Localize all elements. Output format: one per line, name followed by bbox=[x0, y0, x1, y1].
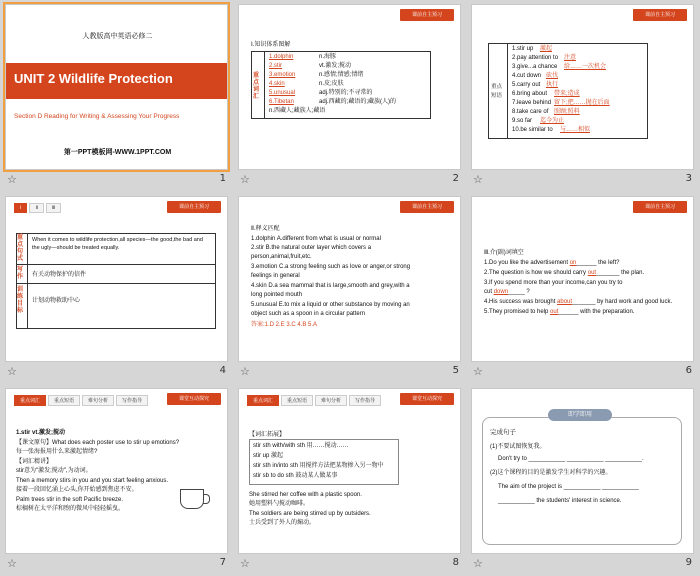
phrase: 3.give...a chance bbox=[512, 64, 558, 70]
section-tag: 课前自主预习 bbox=[633, 9, 687, 21]
text-line: Palm trees stir in the soft Pacific breeze. bbox=[16, 497, 124, 503]
match-line: long pointed mouth bbox=[251, 292, 303, 298]
slide-footer bbox=[238, 556, 461, 572]
expansion-line: stir sb to do sth 鼓动某人做某事 bbox=[253, 473, 338, 479]
slide-thumbnail-3[interactable] bbox=[466, 0, 699, 192]
word-entry: 1.stir vt.激发;搅动 bbox=[16, 430, 66, 436]
fill-line: 5.They promised to help out______ with the preparation. bbox=[484, 309, 635, 315]
section-tag: 课堂互动探究 bbox=[167, 393, 221, 405]
star-icon[interactable]: ☆ bbox=[7, 173, 17, 186]
exercise-line: Don't try to ___________ ___________ ___________. bbox=[498, 456, 644, 462]
phrase: 10.be similar to bbox=[512, 127, 553, 133]
slide-footer bbox=[5, 172, 228, 188]
fill-line: 4.His success was brought about_______ by hard work and good luck. bbox=[484, 299, 673, 305]
text-line: 每一张海报用什么来激起情绪? bbox=[16, 449, 98, 455]
slide-thumbnail-7[interactable] bbox=[0, 384, 233, 576]
slide-preview[interactable] bbox=[238, 196, 461, 362]
tab-writing-guide[interactable]: 写作指导 bbox=[349, 395, 381, 406]
phrase-side-label: 重点短语 bbox=[491, 84, 503, 99]
phrase: 9.so far bbox=[512, 118, 533, 124]
section-tag: 课堂互动探究 bbox=[400, 393, 454, 405]
vocab-word: 6.Tibetan bbox=[269, 99, 294, 105]
phrase: 7.leave behind bbox=[512, 100, 552, 106]
unit-title: UNIT 2 Wildlife Protection bbox=[14, 71, 173, 86]
slide-number: 7 bbox=[219, 557, 226, 568]
vocab-meaning: adj.特别的;不寻常的 bbox=[319, 90, 373, 96]
slide-thumbnail-1[interactable] bbox=[0, 0, 233, 192]
slide-number: 5 bbox=[452, 365, 459, 376]
vocab-meaning: adj.西藏的;藏语的;藏族(人)的 bbox=[319, 99, 397, 105]
slide-number: 9 bbox=[685, 557, 692, 568]
tab-3[interactable]: Ⅲ bbox=[46, 203, 61, 213]
slide-number: 8 bbox=[452, 557, 459, 568]
star-icon[interactable]: ☆ bbox=[473, 173, 483, 186]
match-line: 2.stir B.the natural outer layer which covers a bbox=[251, 245, 372, 251]
slide-preview[interactable] bbox=[5, 4, 228, 170]
fill-line: 1.Do you like the advertisement on______ the left? bbox=[484, 260, 620, 266]
star-icon[interactable]: ☆ bbox=[473, 557, 483, 570]
exercise-line: (1)不要试图恢复我。 bbox=[490, 444, 546, 450]
row-label: 训练目标 bbox=[17, 287, 24, 314]
exercise-line: (2)这个课程的目的是激发学生对科学的兴趣。 bbox=[490, 470, 612, 476]
star-icon[interactable]: ☆ bbox=[7, 365, 17, 378]
vocab-meaning: vt.激发;搅动 bbox=[319, 63, 352, 69]
slide-footer bbox=[5, 556, 228, 572]
phrase: 1.stir up bbox=[512, 46, 534, 52]
phrase-meaning: 迄今为止 bbox=[540, 118, 565, 124]
fill-line: cut down_____ ? bbox=[484, 289, 530, 295]
section-title: Section D Reading for Writing & Assessing Your Progress bbox=[14, 113, 180, 120]
match-line: feelings in general bbox=[251, 273, 300, 279]
vocab-word: 1.dolphin bbox=[269, 54, 294, 60]
slide-heading: Ⅰ.知识体系图解 bbox=[251, 42, 291, 48]
expansion-line: stir up 激起 bbox=[253, 453, 284, 459]
vocab-meaning: n.感情;情感;情绪 bbox=[319, 72, 364, 78]
example-line: The soldiers are being stirred up by outsiders. bbox=[249, 511, 371, 517]
slide-number: 6 bbox=[685, 365, 692, 376]
phrase-meaning: 留下;把……抛在后面 bbox=[554, 100, 610, 106]
fill-line: 2.The question is how we should carry out_______ the plan. bbox=[484, 270, 645, 276]
phrase-meaning: 注意 bbox=[564, 55, 577, 61]
slide-heading: 完成句子 bbox=[490, 429, 516, 436]
star-icon[interactable]: ☆ bbox=[240, 365, 250, 378]
phrase-meaning: 给……一次机会 bbox=[564, 64, 607, 70]
section-tag: 课前自主预习 bbox=[633, 201, 687, 213]
expansion-line: stir sth with/with sth 用……搅动…… bbox=[253, 443, 349, 449]
slide-thumbnail-6[interactable] bbox=[466, 192, 699, 384]
tab-writing-guide[interactable]: 写作指导 bbox=[116, 395, 148, 406]
phrase-meaning: 激起 bbox=[540, 46, 553, 52]
phrase: 6.bring about bbox=[512, 91, 548, 97]
exercise-line: The aim of the project is ___________ ___________ bbox=[498, 484, 639, 490]
slide-thumbnail-4[interactable] bbox=[0, 192, 233, 384]
tab-1[interactable]: Ⅰ bbox=[14, 203, 27, 213]
row-label: 重点句式 bbox=[17, 235, 24, 262]
match-line: 1.dolphin A.different from what is usual or normal bbox=[251, 236, 381, 242]
star-icon[interactable]: ☆ bbox=[240, 557, 250, 570]
phrase-meaning: 带来;造成 bbox=[554, 91, 580, 97]
slide-thumbnail-9[interactable] bbox=[466, 384, 699, 576]
writing-goal: 计划动物救助中心 bbox=[32, 298, 81, 304]
vocab-meaning: n.皮;皮肤 bbox=[319, 81, 344, 87]
slide-number: 2 bbox=[452, 173, 459, 184]
key-sentence: When it comes to wildlife protection,all species—the good,the bad and the ugly—should be treated equally. bbox=[32, 237, 203, 251]
phrase-meaning: 执行 bbox=[546, 82, 559, 88]
star-icon[interactable]: ☆ bbox=[240, 173, 250, 186]
tab-strip bbox=[14, 395, 148, 406]
slide-preview[interactable] bbox=[471, 4, 694, 170]
match-line: 4.skin D.a sea mammal that is large,smooth and grey,with a bbox=[251, 283, 410, 289]
vocab-word: 5.unusual bbox=[269, 90, 296, 96]
slide-preview[interactable] bbox=[5, 196, 228, 362]
slide-preview[interactable] bbox=[238, 4, 461, 170]
match-line: object such as a spoon in a circular pattern bbox=[251, 311, 366, 317]
coffee-cup-icon bbox=[180, 489, 204, 509]
match-line: 3.emotion C.a strong feeling such as love or anger,or strong bbox=[251, 264, 411, 270]
slide-number: 4 bbox=[219, 365, 226, 376]
phrase: 5.carry out bbox=[512, 82, 541, 88]
slide-heading: Ⅱ.释义匹配 bbox=[251, 226, 280, 232]
exercise-line: ___________ the students' interest in science. bbox=[498, 498, 622, 504]
section-tag: 课前自主预习 bbox=[400, 9, 454, 21]
expansion-line: stir sth in/into sth 用搅拌方法把某物掺入另一物中 bbox=[253, 463, 384, 469]
slide-thumbnail-5[interactable] bbox=[233, 192, 466, 384]
phrase-meaning: 照顾;照料 bbox=[554, 109, 580, 115]
slide-footer bbox=[471, 556, 694, 572]
phrase: 4.cut down bbox=[512, 73, 542, 79]
slide-number: 1 bbox=[219, 173, 226, 184]
vocab-word: 2.stir bbox=[269, 63, 283, 69]
phrase-meaning: 砍伐 bbox=[546, 73, 559, 79]
phrase: 2.pay attention to bbox=[512, 55, 559, 61]
tab-strip bbox=[14, 203, 61, 213]
slide-preview[interactable] bbox=[471, 388, 694, 554]
slide-footer bbox=[471, 364, 694, 380]
tab-2[interactable]: Ⅱ bbox=[29, 203, 43, 213]
match-line: person,animal,fruit,etc. bbox=[251, 254, 312, 260]
tab-key-phrases[interactable]: 重点短语 bbox=[48, 395, 80, 406]
text-line: 【课文原句】What does each poster use to stir up emotions? bbox=[16, 440, 180, 446]
vocab-word: 3.emotion bbox=[269, 72, 296, 78]
writing-topic: 有关动物保护的信件 bbox=[32, 272, 87, 278]
vocab-meaning: n.海豚 bbox=[319, 54, 337, 60]
text-line: stir意为"激发;搅动",为动词。 bbox=[16, 468, 92, 474]
tab-key-words[interactable]: 重点词汇 bbox=[14, 395, 46, 406]
tab-key-phrases[interactable]: 重点短语 bbox=[281, 395, 313, 406]
slide-number: 3 bbox=[685, 173, 692, 184]
slide-heading: 【词汇拓展】 bbox=[249, 432, 286, 438]
star-icon[interactable]: ☆ bbox=[7, 557, 17, 570]
tab-key-words[interactable]: 重点词汇 bbox=[247, 395, 279, 406]
match-line: 5.unusual E.to mix a liquid or other substance by moving an bbox=[251, 302, 410, 308]
text-line: 接着一段回忆涌上心头,你开始感到焦虑不安。 bbox=[16, 487, 138, 493]
example-line: She stirred her coffee with a plastic spoon. bbox=[249, 492, 362, 498]
tab-difficult-sentences[interactable]: 难句分析 bbox=[82, 395, 114, 406]
section-tag: 课前自主预习 bbox=[400, 201, 454, 213]
vocab-word: 4.skin bbox=[269, 81, 285, 87]
slide-thumbnail-2[interactable] bbox=[233, 0, 466, 192]
answer-line: 答案:1.D 2.E 3.C 4.B 5.A bbox=[251, 322, 318, 328]
exercise-pill: 即学即用 bbox=[548, 409, 612, 421]
phrase: 8.take care of bbox=[512, 109, 549, 115]
slide-preview[interactable] bbox=[238, 388, 461, 554]
deck-subtitle: 人教版高中英语必修二 bbox=[82, 33, 153, 40]
star-icon[interactable]: ☆ bbox=[473, 365, 483, 378]
vocab-meaning: n.西藏人;藏族人;藏语 bbox=[269, 108, 326, 114]
phrase-meaning: 与……相似 bbox=[560, 127, 591, 133]
vocab-side-label: 重点词汇 bbox=[253, 73, 260, 100]
tab-difficult-sentences[interactable]: 难句分析 bbox=[315, 395, 347, 406]
example-line: 她用塑料勺搅动咖啡。 bbox=[249, 501, 310, 507]
slide-preview[interactable] bbox=[5, 388, 228, 554]
tab-strip bbox=[247, 395, 381, 406]
text-line: Then a memory stirs in you and you start feeling anxious. bbox=[16, 478, 169, 484]
example-line: 士兵受到了外人的煽动。 bbox=[249, 520, 316, 526]
site-link: 第一PPT模板网-WWW.1PPT.COM bbox=[63, 149, 172, 156]
slide-footer bbox=[5, 364, 228, 380]
text-line: 【词汇精讲】 bbox=[16, 459, 53, 465]
slide-footer bbox=[238, 172, 461, 188]
slide-footer bbox=[238, 364, 461, 380]
slide-heading: Ⅲ.介(副)词填空 bbox=[484, 250, 524, 256]
slide-thumbnail-8[interactable] bbox=[233, 384, 466, 576]
section-tag: 课前自主预习 bbox=[167, 201, 221, 213]
row-label: 写作 bbox=[17, 267, 24, 280]
fill-line: 3.If you spend more than your income,can you try to bbox=[484, 280, 623, 286]
text-line: 棕榈树在太平洋和煦的微风中轻轻摇曳。 bbox=[16, 506, 125, 512]
slide-footer bbox=[471, 172, 694, 188]
slide-preview[interactable] bbox=[471, 196, 694, 362]
